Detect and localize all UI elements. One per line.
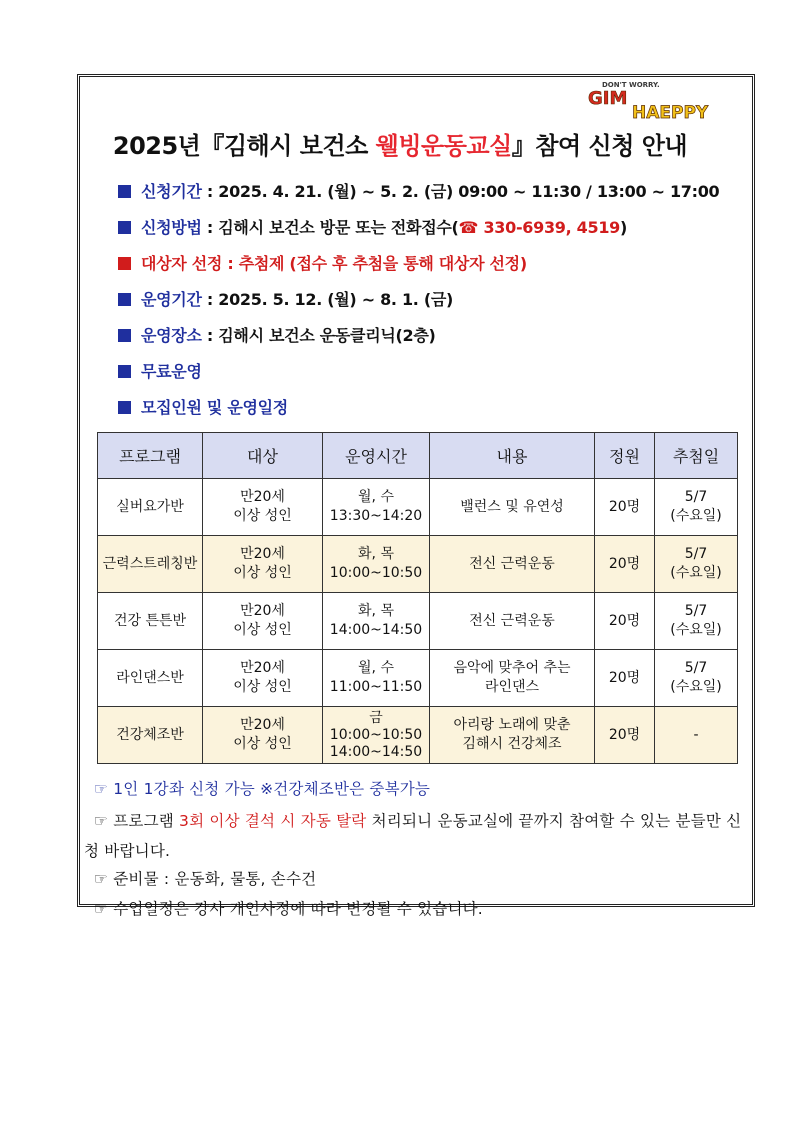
svg-text:GIM: GIM	[588, 88, 628, 109]
header-time: 운영시간	[323, 433, 430, 479]
program-cell: 근력스트레칭반	[98, 536, 203, 593]
time-cell: 금 10:00~10:50 14:00~14:50	[323, 707, 430, 764]
capacity-cell: 20명	[595, 650, 655, 707]
header-draw-date: 추첨일	[655, 433, 738, 479]
time-cell: 월, 수 13:30~14:20	[323, 479, 430, 536]
selection-method: 대상자 선정 : 추첨제 (접수 후 추첨을 통해 대상자 선정)	[118, 250, 738, 286]
table-row	[98, 536, 738, 593]
free-operation: 무료운영	[118, 358, 738, 394]
square-bullet-icon	[118, 401, 131, 414]
program-cell: 건강 튼튼반	[98, 593, 203, 650]
table-row	[98, 707, 738, 764]
capacity-cell: 20명	[595, 593, 655, 650]
capacity-cell: 20명	[595, 536, 655, 593]
svg-text:DON'T WORRY.: DON'T WORRY.	[602, 81, 660, 89]
time-cell: 화, 목 14:00~14:50	[323, 593, 430, 650]
table-header-row	[98, 433, 738, 479]
note-supplies: ☞ 준비물 : 운동화, 물통, 손수건	[94, 870, 317, 888]
info-list	[118, 178, 738, 430]
time-cell: 화, 목 10:00~10:50	[323, 536, 430, 593]
draw-date-cell: 5/7 (수요일)	[655, 650, 738, 707]
header-program: 프로그램	[98, 433, 203, 479]
header-content: 내용	[430, 433, 595, 479]
apply-period: 신청기간 : 2025. 4. 21. (월) ~ 5. 2. (금) 09:00 ~ 11:30 / 13:00 ~ 17:00	[118, 178, 738, 214]
program-cell: 라인댄스반	[98, 650, 203, 707]
target-cell: 만20세 이상 성인	[203, 536, 323, 593]
table-row	[98, 650, 738, 707]
title-prefix: 2025년『김해시 보건소	[112, 132, 376, 160]
header-target: 대상	[203, 433, 323, 479]
square-bullet-icon	[118, 365, 131, 378]
content-cell: 아리랑 노래에 맞춘 김해시 건강체조	[430, 707, 595, 764]
operation-place: 운영장소 : 김해시 보건소 운동클리닉(2층)	[118, 322, 738, 358]
draw-date-cell: 5/7 (수요일)	[655, 536, 738, 593]
content-cell: 전신 근력운동	[430, 536, 595, 593]
target-cell: 만20세 이상 성인	[203, 707, 323, 764]
header-capacity: 정원	[595, 433, 655, 479]
content-cell: 음악에 맞추어 추는 라인댄스	[430, 650, 595, 707]
svg-text:HAEPPY: HAEPPY	[632, 103, 709, 122]
table-row	[98, 593, 738, 650]
title-suffix: 』참여 신청 안내	[511, 132, 688, 160]
note-absence: ☞ 프로그램 3회 이상 결석 시 자동 탈락 처리되니 운동교실에 끝까지 참여할 수 있는 분들만 신청 바랍니다.	[84, 812, 742, 860]
absence-warning: 3회 이상 결석 시 자동 탈락	[179, 812, 367, 830]
content-cell: 전신 근력운동	[430, 593, 595, 650]
square-bullet-icon	[118, 257, 131, 270]
draw-date-cell: -	[655, 707, 738, 764]
capacity-cell: 20명	[595, 707, 655, 764]
square-bullet-icon	[118, 329, 131, 342]
schedule-table	[97, 432, 738, 764]
apply-method: 신청방법 : 김해시 보건소 방문 또는 전화접수(☎ 330-6939, 4519)	[118, 214, 738, 250]
capacity-cell: 20명	[595, 479, 655, 536]
draw-date-cell: 5/7 (수요일)	[655, 593, 738, 650]
phone-number: ☎ 330-6939, 4519	[458, 218, 620, 237]
target-cell: 만20세 이상 성인	[203, 650, 323, 707]
program-cell: 건강체조반	[98, 707, 203, 764]
content-cell: 밸런스 및 유연성	[430, 479, 595, 536]
note-schedule-change: ☞ 수업일정은 강사 개인사정에 따라 변경될 수 있습니다.	[94, 900, 483, 918]
table-row	[98, 479, 738, 536]
title-highlight: 웰빙운동교실	[375, 132, 512, 160]
schedule-heading: 모집인원 및 운영일정	[118, 394, 738, 430]
draw-date-cell: 5/7 (수요일)	[655, 479, 738, 536]
square-bullet-icon	[118, 221, 131, 234]
operation-period: 운영기간 : 2025. 5. 12. (월) ~ 8. 1. (금)	[118, 286, 738, 322]
target-cell: 만20세 이상 성인	[203, 479, 323, 536]
gim-haeppy-logo	[582, 78, 722, 122]
target-cell: 만20세 이상 성인	[203, 593, 323, 650]
notes-section	[84, 776, 750, 926]
square-bullet-icon	[118, 185, 131, 198]
square-bullet-icon	[118, 293, 131, 306]
time-cell: 월, 수 11:00~11:50	[323, 650, 430, 707]
program-cell: 실버요가반	[98, 479, 203, 536]
note-one-course: ☞ 1인 1강좌 신청 가능 ※건강체조반은 중복가능	[94, 780, 431, 798]
page-title	[0, 126, 800, 161]
